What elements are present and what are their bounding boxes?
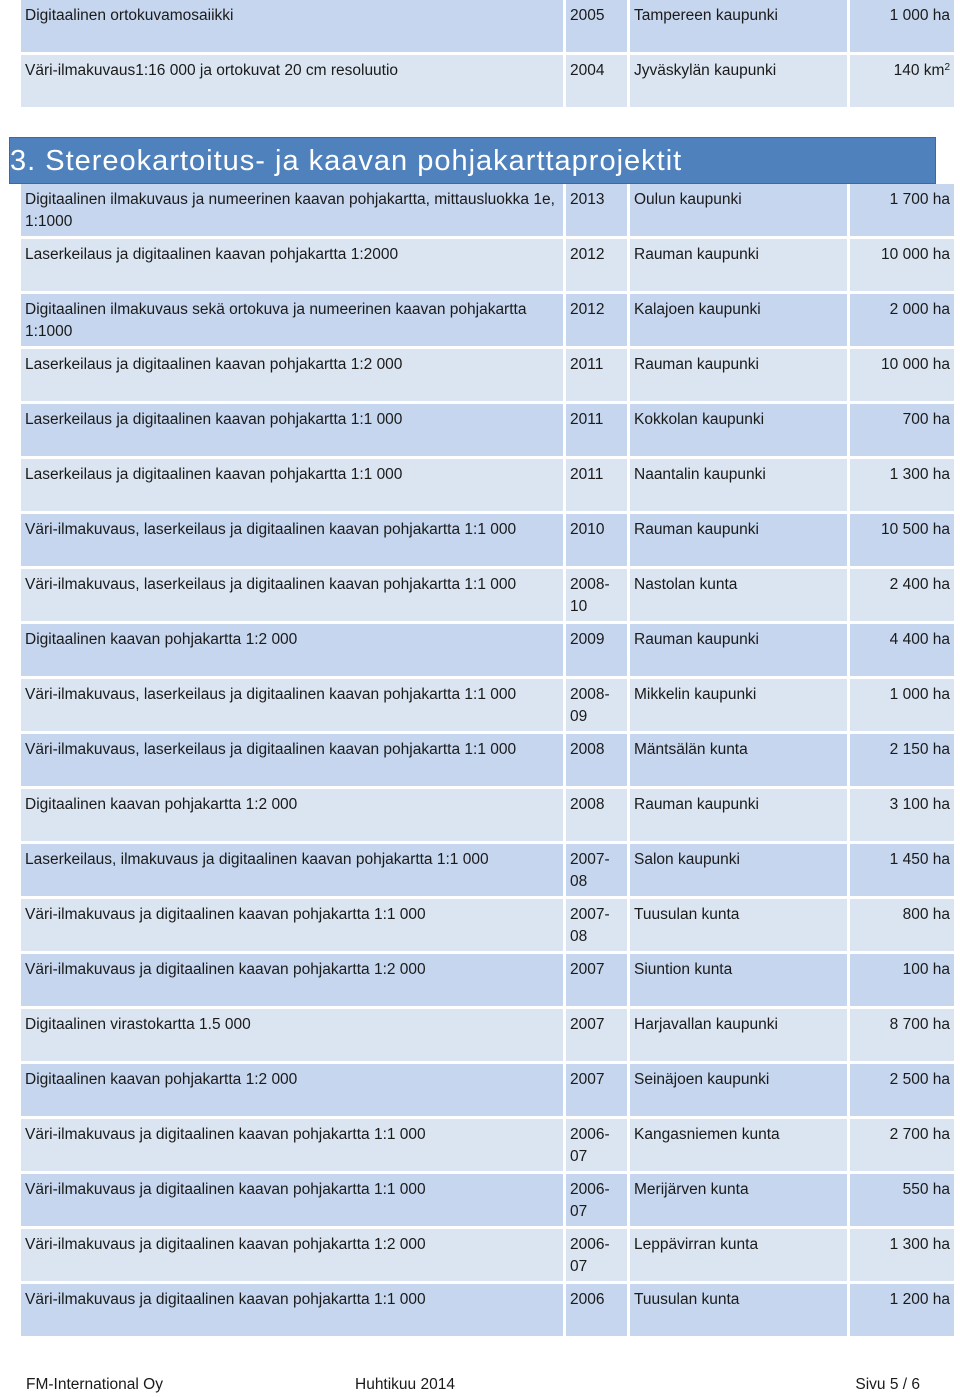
row-description: Väri-ilmakuvaus ja digitaalinen kaavan pohjakartta 1:2 000 xyxy=(21,954,566,1009)
row-area: 1 450 ha xyxy=(850,844,954,899)
row-description: Digitaalinen ortokuvamosaiikki xyxy=(21,0,566,55)
row-year: 2006-07 xyxy=(566,1119,630,1174)
row-year: 2010 xyxy=(566,514,630,569)
row-area: 10 500 ha xyxy=(850,514,954,569)
row-area: 140 $km^2$ xyxy=(850,55,954,110)
row-area: 1 000 ha xyxy=(850,679,954,734)
row-description: Digitaalinen kaavan pohjakartta 1:2 000 xyxy=(21,789,566,844)
row-year: 2012 xyxy=(566,239,630,294)
row-area: 8 700 ha xyxy=(850,1009,954,1064)
table-row xyxy=(21,349,954,404)
row-organization: Kangasniemen kunta xyxy=(630,1119,850,1174)
table-row xyxy=(21,404,954,459)
row-area: 800 ha xyxy=(850,899,954,954)
row-organization: Merijärven kunta xyxy=(630,1174,850,1229)
row-organization: Tuusulan kunta xyxy=(630,1284,850,1339)
row-description: Laserkeilaus ja digitaalinen kaavan pohjakartta 1:1 000 xyxy=(21,404,566,459)
row-area: 1 000 ha xyxy=(850,0,954,55)
row-description: Laserkeilaus ja digitaalinen kaavan pohjakartta 1:2 000 xyxy=(21,349,566,404)
row-year: 2011 xyxy=(566,349,630,404)
row-description: Väri-ilmakuvaus, laserkeilaus ja digitaalinen kaavan pohjakartta 1:1 000 xyxy=(21,514,566,569)
row-description: Digitaalinen ilmakuvaus ja numeerinen kaavan pohjakartta, mittausluokka 1e, 1:1000 xyxy=(21,184,566,239)
table-row xyxy=(21,954,954,1009)
row-year: 2007 xyxy=(566,1009,630,1064)
table-row xyxy=(21,899,954,954)
row-organization: Tuusulan kunta xyxy=(630,899,850,954)
row-area: 100 ha xyxy=(850,954,954,1009)
row-year: 2011 xyxy=(566,404,630,459)
row-organization: Salon kaupunki xyxy=(630,844,850,899)
row-description: Väri-ilmakuvaus ja digitaalinen kaavan pohjakartta 1:1 000 xyxy=(21,1284,566,1339)
row-area: 1 200 ha xyxy=(850,1284,954,1339)
row-area: 2 400 ha xyxy=(850,569,954,624)
row-area: 1 700 ha xyxy=(850,184,954,239)
row-year: 2011 xyxy=(566,459,630,514)
row-description: Väri-ilmakuvaus ja digitaalinen kaavan pohjakartta 1:1 000 xyxy=(21,899,566,954)
section-title: 3. Stereokartoitus- ja kaavan pohjakarttaprojektit xyxy=(10,145,683,177)
table-row xyxy=(21,239,954,294)
table-row xyxy=(21,789,954,844)
row-description: Väri-ilmakuvaus, laserkeilaus ja digitaalinen kaavan pohjakartta 1:1 000 xyxy=(21,569,566,624)
row-description: Digitaalinen virastokartta 1.5 000 xyxy=(21,1009,566,1064)
footer-date: Huhtikuu 2014 xyxy=(355,1376,455,1393)
page-footer xyxy=(26,1374,920,1396)
row-description: Laserkeilaus, ilmakuvaus ja digitaalinen kaavan pohjakartta 1:1 000 xyxy=(21,844,566,899)
table-row xyxy=(21,1119,954,1174)
row-year: 2013 xyxy=(566,184,630,239)
table-row xyxy=(21,459,954,514)
row-organization: Tampereen kaupunki xyxy=(630,0,850,55)
row-year: 2004 xyxy=(566,55,630,110)
row-area: 2 150 ha xyxy=(850,734,954,789)
row-organization: Siuntion kunta xyxy=(630,954,850,1009)
row-organization: Naantalin kaupunki xyxy=(630,459,850,514)
row-area: 4 400 ha xyxy=(850,624,954,679)
row-area: 1 300 ha xyxy=(850,459,954,514)
row-organization: Rauman kaupunki xyxy=(630,789,850,844)
row-organization: Nastolan kunta xyxy=(630,569,850,624)
row-organization: Jyväskylän kaupunki xyxy=(630,55,850,110)
row-year: 2007-08 xyxy=(566,844,630,899)
row-description: Väri-ilmakuvaus ja digitaalinen kaavan pohjakartta 1:1 000 xyxy=(21,1119,566,1174)
section-title-band xyxy=(9,137,936,184)
row-year: 2009 xyxy=(566,624,630,679)
row-year: 2007 xyxy=(566,954,630,1009)
table-row xyxy=(21,679,954,734)
table-row xyxy=(21,844,954,899)
row-area: 2 700 ha xyxy=(850,1119,954,1174)
row-organization: Rauman kaupunki xyxy=(630,239,850,294)
table-row xyxy=(21,184,954,239)
row-description: Digitaalinen kaavan pohjakartta 1:2 000 xyxy=(21,1064,566,1119)
row-area: 2 500 ha xyxy=(850,1064,954,1119)
row-year: 2006-07 xyxy=(566,1174,630,1229)
table-row xyxy=(21,1174,954,1229)
footer-page-number: Sivu 5 / 6 xyxy=(855,1376,920,1393)
row-year: 2008 xyxy=(566,789,630,844)
row-description: Väri-ilmakuvaus, laserkeilaus ja digitaalinen kaavan pohjakartta 1:1 000 xyxy=(21,679,566,734)
project-rows xyxy=(21,184,954,1339)
row-organization: Mikkelin kaupunki xyxy=(630,679,850,734)
table-row xyxy=(21,55,954,110)
row-organization: Rauman kaupunki xyxy=(630,624,850,679)
table-row xyxy=(21,569,954,624)
row-organization: Leppävirran kunta xyxy=(630,1229,850,1284)
row-description: Väri-ilmakuvaus ja digitaalinen kaavan pohjakartta 1:2 000 xyxy=(21,1229,566,1284)
row-year: 2008-10 xyxy=(566,569,630,624)
row-year: 2007 xyxy=(566,1064,630,1119)
table-row xyxy=(21,1064,954,1119)
table-row xyxy=(21,294,954,349)
footer-company: FM-International Oy xyxy=(26,1376,163,1393)
row-year: 2008 xyxy=(566,734,630,789)
row-area: 1 300 ha xyxy=(850,1229,954,1284)
row-organization: Kalajoen kaupunki xyxy=(630,294,850,349)
row-organization: Kokkolan kaupunki xyxy=(630,404,850,459)
row-area: 10 000 ha xyxy=(850,239,954,294)
row-description: Väri-ilmakuvaus, laserkeilaus ja digitaalinen kaavan pohjakartta 1:1 000 xyxy=(21,734,566,789)
row-year: 2006 xyxy=(566,1284,630,1339)
row-organization: Rauman kaupunki xyxy=(630,514,850,569)
table-row xyxy=(21,1009,954,1064)
row-year: 2008-09 xyxy=(566,679,630,734)
row-year: 2012 xyxy=(566,294,630,349)
row-organization: Seinäjoen kaupunki xyxy=(630,1064,850,1119)
table-row xyxy=(21,1229,954,1284)
row-organization: Harjavallan kaupunki xyxy=(630,1009,850,1064)
row-year: 2007-08 xyxy=(566,899,630,954)
row-year: 2006-07 xyxy=(566,1229,630,1284)
row-organization: Mäntsälän kunta xyxy=(630,734,850,789)
table-row xyxy=(21,1284,954,1339)
row-area: 700 ha xyxy=(850,404,954,459)
row-area: 2 000 ha xyxy=(850,294,954,349)
table-row xyxy=(21,0,954,55)
row-description: Laserkeilaus ja digitaalinen kaavan pohjakartta 1:2000 xyxy=(21,239,566,294)
row-description: Väri-ilmakuvaus1:16 000 ja ortokuvat 20 cm resoluutio xyxy=(21,55,566,110)
row-organization: Rauman kaupunki xyxy=(630,349,850,404)
table-row xyxy=(21,734,954,789)
row-organization: Oulun kaupunki xyxy=(630,184,850,239)
row-area: 3 100 ha xyxy=(850,789,954,844)
row-description: Digitaalinen ilmakuvaus sekä ortokuva ja numeerinen kaavan pohjakartta 1:1000 xyxy=(21,294,566,349)
row-area: 550 ha xyxy=(850,1174,954,1229)
row-year: 2005 xyxy=(566,0,630,55)
project-table xyxy=(10,0,954,1339)
row-description: Digitaalinen kaavan pohjakartta 1:2 000 xyxy=(21,624,566,679)
row-area: 10 000 ha xyxy=(850,349,954,404)
table-row xyxy=(21,624,954,679)
table-row xyxy=(21,514,954,569)
row-description: Laserkeilaus ja digitaalinen kaavan pohjakartta 1:1 000 xyxy=(21,459,566,514)
row-description: Väri-ilmakuvaus ja digitaalinen kaavan pohjakartta 1:1 000 xyxy=(21,1174,566,1229)
